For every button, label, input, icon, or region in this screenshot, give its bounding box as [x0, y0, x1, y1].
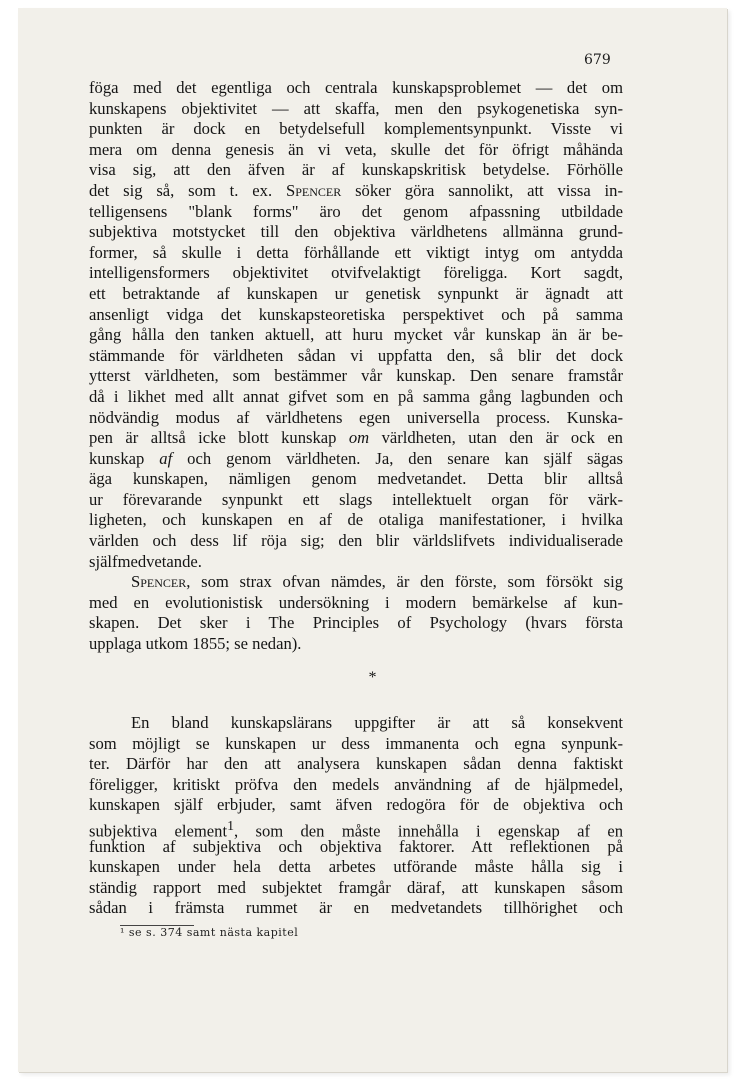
author-name-spencer: Spencer: [285, 180, 342, 200]
text-fragment: det sig så, som t. ex.: [89, 180, 273, 200]
text-line: ansenligt vidga det kunskapsteoretiska perspektivet och på samma: [89, 304, 623, 324]
text-line-with-italic: [89, 428, 623, 449]
text-line: föreligger, kritiskt pröfva den medels användning af de hjälpmedel,: [89, 774, 623, 794]
text-line: som möjligt se kunskapen ur dess immanenta och egna synpunk-: [89, 733, 623, 753]
italic-word: om: [348, 428, 370, 448]
text-line-with-name: [89, 181, 623, 202]
text-line: stämmande för världheten sådan vi uppfatta den, så blir det dock: [89, 345, 623, 365]
text-fragment: subjektiva element: [89, 821, 228, 841]
text-line: kunskapen under hela detta arbetes utförande måste hålla sig i: [89, 857, 623, 877]
text-line: En bland kunskapslärans uppgifter är att så konsekvent: [131, 713, 623, 732]
text-line: med en evolutionistisk undersökning i modern bemärkelse af kun-: [89, 592, 623, 612]
text-fragment: pen är alltså icke blott kunskap: [89, 428, 337, 448]
text-line: upplaga utkom 1855; se nedan).: [89, 634, 302, 654]
text-fragment: , som den måste innehålla i egenskap af en: [234, 821, 623, 841]
section-separator-asterisk: *: [368, 669, 377, 686]
text-line-with-name: [89, 572, 623, 593]
text-line: då i likhet med allt annat gifvet som en på samma gång lagbunden och: [89, 386, 623, 406]
text-line: ligheten, och kunskapen en af de otaliga manifestationer, i hvilka: [89, 510, 623, 530]
main-text-upper: [89, 78, 623, 655]
text-fragment: världheten, utan den är ock en: [381, 428, 623, 448]
text-line: subjektiva motstycket till den objektiva världhetens allmänna grund-: [89, 222, 623, 242]
text-line: former, så skulle i detta förhållande ett viktigt intyg om antydda: [89, 242, 623, 262]
text-line: ur förevarande synpunkt ett slags intellektuelt organ för värk-: [89, 489, 623, 509]
text-line: ständig rapport med subjektet framgår däraf, att kunskapen såsom: [89, 877, 623, 897]
text-fragment: och genom världheten. Ja, den senare kan själf sägas: [187, 448, 623, 468]
text-line: världen och dess lif röja sig; den blir världslifvets individualiserade: [89, 531, 623, 551]
text-line: visa sig, att den äfven är af kunskapskritisk betydelse. Förhölle: [89, 160, 623, 180]
text-line: ytterst världheten, som bestämmer vår kunskap. Den senare framstår: [89, 366, 623, 386]
text-line: intelligensformers objektivitet otvifvelaktigt föreligga. Kort sagdt,: [89, 263, 623, 283]
text-line: mera om denna genesis än vi veta, skulle det för öfrigt måhända: [89, 139, 623, 159]
text-line: sådan i främsta rummet är en medvetandets tillhörighet och: [89, 898, 623, 918]
text-line: själfmedvetande.: [89, 551, 202, 571]
text-line: ter. Därför har den att analysera kunskapen sådan denna faktiskt: [89, 754, 623, 774]
footnote: ¹ se s. 374 samt nästa kapitel: [120, 926, 299, 939]
text-line: kunskapen själf erbjuder, samt äfven redogöra för de objektiva och: [89, 795, 623, 815]
text-line: föga med det egentliga och centrala kunskapsproblemet — det om: [89, 78, 623, 97]
text-line: ett betraktande af kunskapen ur genetisk synpunkt är ägnadt att: [89, 283, 623, 303]
text-line: kunskapens objektivitet — att skaffa, men den psykogenetiska syn-: [89, 98, 623, 118]
page-number: 679: [584, 52, 611, 68]
page-sheet: [18, 8, 727, 1072]
text-line: telligensens "blank forms" äro det genom afpassning utbildade: [89, 201, 623, 221]
text-fragment: , som strax ofvan nämdes, är den förste, som försökt sig: [186, 572, 623, 592]
text-line: skapen. Det sker i The Principles of Psychology (hvars första: [89, 613, 623, 633]
text-line: funktion af subjektiva och objektiva faktorer. Att reflektionen på: [89, 836, 623, 856]
text-line-with-footnote-ref: [89, 816, 623, 841]
text-line: gång hålla den tanken aktuell, att huru mycket vår kunskap än är be-: [89, 325, 623, 345]
main-text-lower: [89, 713, 623, 919]
text-line: punkten är dock en betydelsefull komplementsynpunkt. Visste vi: [89, 119, 623, 139]
footnote-reference: 1: [227, 817, 234, 833]
text-line-with-italic: [89, 449, 623, 470]
text-fragment: kunskap: [89, 448, 145, 468]
text-fragment: söker göra sannolikt, att vissa in-: [355, 180, 623, 200]
text-line: äga kunskapen, nämligen genom medvetandet. Detta blir alltså: [89, 469, 623, 489]
text-line: nödvändig modus af världhetens egen universella process. Kunska-: [89, 407, 623, 427]
italic-word: af: [159, 448, 173, 468]
author-name-spencer: Spencer: [131, 572, 187, 592]
